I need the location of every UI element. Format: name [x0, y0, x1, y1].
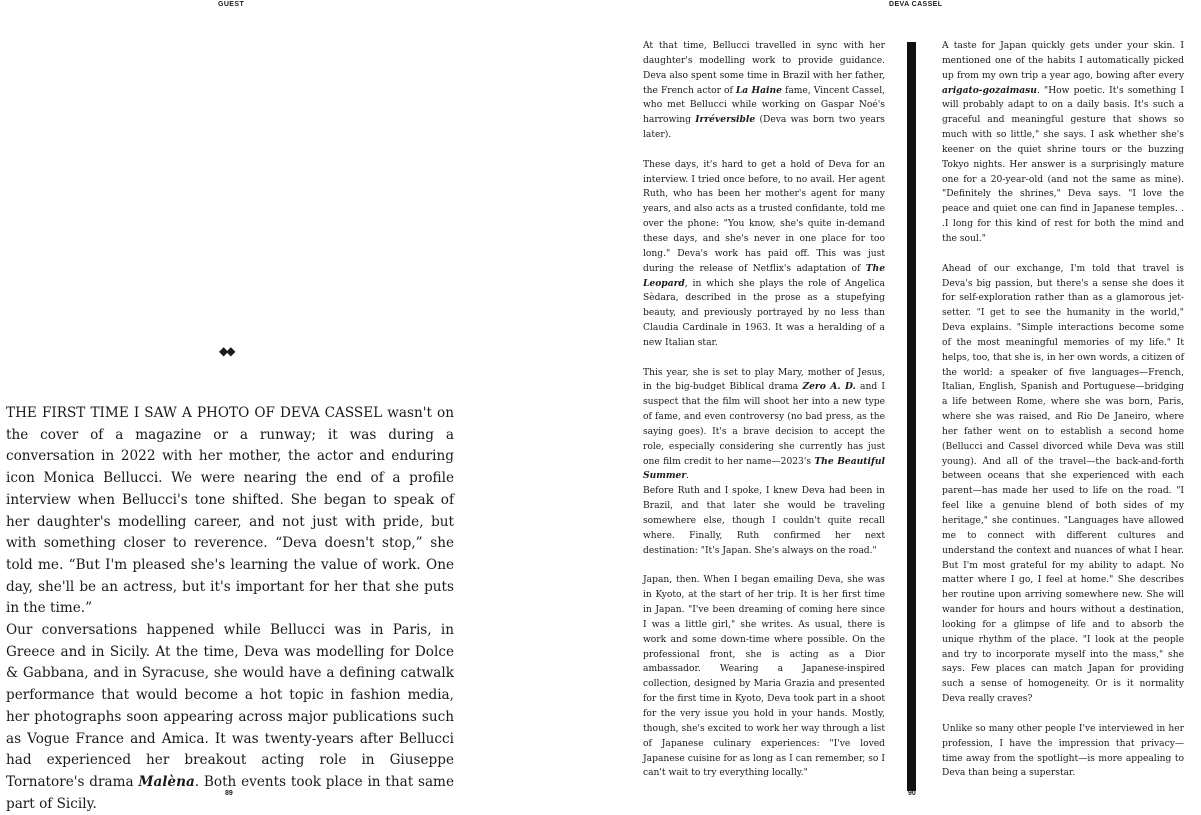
page-number-left: 89	[225, 790, 233, 797]
film-title: The Leopard	[643, 262, 885, 289]
running-head-right: DEVA CASSEL	[889, 1, 943, 8]
diamond-ornament-icon: ◆◆	[219, 344, 234, 358]
column-2-paragraph-1: A taste for Japan quickly gets under your skin. I mentioned one of the habits I automatically picked up from my own trip a year ago, bowing after every arigato-gozaimasu. "How poetic. It's something I will probably adapt to on a daily basis. It's such a graceful and meaningful gesture that shows so much with so little," she says. I ask whether she's keener on the quiet shrine tours or the buzzing Tokyo nights. Her answer is a surprisingly mature one for a 20-year-old (and not the same as mine). "Definitely the shrines," Deva says. "I love the peace and quiet one can find in Japanese temples. . .I long for this kind of rest for both the mind and the soul."	[942, 41, 1184, 244]
vertical-divider-bar	[907, 42, 916, 791]
lede-text	[6, 403, 454, 815]
film-title: The Beautiful Summer	[643, 455, 885, 482]
column-1-paragraph-4: Before Ruth and I spoke, I knew Deva had been in Brazil, and that later she would be traveling somewhere else, though I couldn't quite recall where. Finally, Ruth confirmed her next destination: "It's Japan. She's always on the road."	[643, 486, 885, 556]
article-column-2	[942, 39, 1184, 796]
page-number-right: 90	[908, 790, 916, 797]
lede-paragraph-2: Our conversations happened while Bellucci was in Paris, in Greece and in Sicily. At the time, Deva was modelling for Dolce & Gabbana, and in Syracuse, she would have a defining catwalk performance that would become a hot topic in fashion media, her photographs soon appearing across major publications such as Vogue France and Amica. It was twenty-years after Bellucci had experienced her breakout acting role in Giuseppe Tornatore's drama Malèna. Both events took place in that same part of Sicily.	[6, 622, 454, 812]
film-title: Zero A. D.	[802, 381, 856, 393]
lede-paragraph-1: THE FIRST TIME I SAW A PHOTO OF DEVA CASSEL wasn't on the cover of a magazine or a runway; it was during a conversation in 2022 with her mother, the actor and enduring icon Monica Bellucci. We were nearing the end of a profile interview when Bellucci's tone shifted. She began to speak of her daughter's modelling career, and not just with pride, but with something closer to reverence. “Deva doesn't stop,” she told me. “But I'm pleased she's learning the value of work. One day, she'll be an actress, but it's important for her that she puts in the time.”	[6, 405, 454, 617]
running-head-left: GUEST	[218, 1, 245, 8]
column-1-paragraph-5: Japan, then. When I began emailing Deva, she was in Kyoto, at the start of her trip. It is her first time in Japan. "I've been dreaming of coming here since I was a little girl," she writes. As usual, there is work and some down-time where possible. On the professional front, she is acting as a Dior ambassador. Wearing a Japanese-inspired collection, designed by Maria Grazia and presented for the first time in Kyoto, Deva took part in a shoot for the very issue you hold in your hands. Mostly, though, she's excited to work her way through a list of Japanese culinary experiences: "I've loved Japanese cuisine for as long as I can remember, so I can't wait to try everything locally."	[643, 575, 885, 779]
column-1-paragraph-3: This year, she is set to play Mary, mother of Jesus, in the big-budget Biblical drama Zero A. D. and I suspect that the film will shoot her into a new type of fame, and even controversy (no bad press, as the saying goes). It's a brave decision to accept the role, especially considering she currently has just one film credit to her name—2023's The Beautiful Summer.	[643, 367, 885, 482]
film-title: Irréversible	[695, 114, 756, 126]
column-1-paragraph-1: At that time, Bellucci travelled in sync with her daughter's modelling work to provide guidance. Deva also spent some time in Brazil with her father, the French actor of La Haine fame, Vincent Cassel, who met Bellucci while working on Gaspar Noé's harrowing Irréversible (Deva was born two years later).	[643, 41, 886, 141]
column-2-paragraph-3: Unlike so many other people I've interviewed in her profession, I have the impression that privacy—time away from the spotlight—is more appealing to Deva than being a superstar.	[942, 723, 1184, 779]
japanese-phrase: arigato-gozaimasu	[942, 84, 1037, 96]
film-title: La Haine	[735, 84, 782, 96]
column-2-paragraph-2: Ahead of our exchange, I'm told that travel is Deva's big passion, but there's a sense she does it for self-exploration rather than as a glamorous jet-setter. "I get to see the humanity in the world," Deva explains. "Simple interactions become some of the most meaningful memories of my life." It helps, too, that she is, in her own words, a citizen of the world: a speaker of five languages—French, Italian, English, Spanish and Portuguese—bridging a life between Rome, where she was born, Paris, where she was raised, and Rio De Janeiro, where her father went on to establish a second home (Bellucci and Cassel divorced while Deva was still young). And all of the travel—the back-and-forth between oceans that she experienced with each parent—has made her used to life on the road. "I feel like a genuine blend of both sides of my heritage," she continues. "Languages have allowed me to connect with different cultures and understand the context and nuances of what I hear. But I'm most grateful for my ability to adapt. No matter where I go, I feel at home." She describes her routine upon arriving somewhere new. She will wander for hours and hours without a destination, looking for a glimpse of life and to absorb the unique rhythm of the place. "I look at the people and try to incorporate myself into the mass," she says. Few places can match Japan for providing such a sense of homogeneity. Or is it normality Deva really craves?	[942, 263, 1184, 705]
column-1-paragraph-2: These days, it's hard to get a hold of Deva for an interview. I tried once before, to no avail. Her agent Ruth, who has been her mother's agent for many years, and also acts as a trusted confidante, told me over the phone: "You know, she's quite in-demand these days, and she's never in one place for too long." Deva's work has paid off. This was just during the release of Netflix's adaptation of The Leopard, in which she plays the role of Angelica Sèdara, described in the prose as a stupefying beauty, and previously portrayed by no less than Claudia Cardinale in 1963. It was a heralding of a new Italian star.	[643, 159, 885, 348]
article-column-1	[643, 39, 885, 796]
film-title: Malèna	[138, 773, 195, 790]
